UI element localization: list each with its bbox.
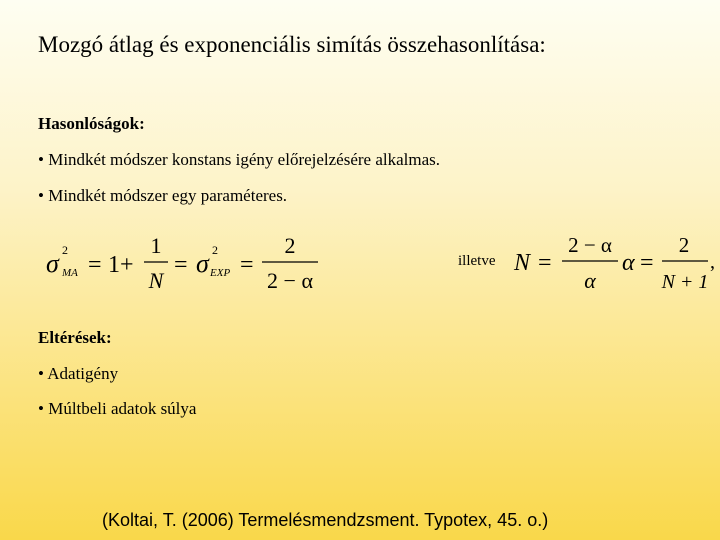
- bullet-symbol: •: [38, 186, 44, 205]
- difference-item-1-text: Adatigény: [47, 364, 119, 383]
- differences-heading: Eltérések:: [38, 328, 112, 347]
- sigma-exp-sup: 2: [212, 243, 218, 257]
- sigma-ma-sup: 2: [62, 243, 68, 257]
- bullet-symbol: •: [38, 150, 44, 169]
- frac1-den: N: [148, 268, 164, 293]
- frac2-den: 2 − α: [267, 268, 313, 293]
- frac1-num: 1: [150, 233, 162, 258]
- eq-b: =: [640, 250, 654, 276]
- frac2-num: 2: [284, 233, 296, 258]
- similarity-item-2: [38, 186, 287, 206]
- fracA-den: α: [584, 268, 596, 293]
- similarities-heading: Hasonlóságok:: [38, 114, 145, 133]
- difference-item-2-text: Múltbeli adatok súlya: [48, 399, 197, 418]
- difference-item-1: [38, 364, 118, 384]
- bullet-symbol: •: [38, 399, 44, 418]
- similarity-item-1: [38, 150, 440, 170]
- difference-item-2: [38, 399, 196, 419]
- comma: ,: [710, 251, 715, 273]
- similarity-item-2-text: Mindkét módszer egy paraméteres.: [48, 186, 288, 205]
- fracA-num: 2 − α: [568, 233, 612, 257]
- variance-formula: [40, 226, 330, 294]
- sigma-ma: σ: [46, 249, 59, 278]
- fracB-num: 2: [678, 233, 690, 257]
- bullet-symbol: •: [38, 364, 44, 383]
- slide-title: Mozgó átlag és exponenciális simítás összehasonlítása:: [38, 32, 546, 57]
- citation: (Koltai, T. (2006) Termelésmendzsment. Typotex, 45. o.): [102, 510, 549, 530]
- sigma-ma-sub: MA: [62, 267, 78, 279]
- connector-text: illetve: [458, 253, 496, 269]
- one-plus: 1+: [108, 252, 134, 278]
- eq-3: =: [240, 252, 254, 278]
- parameter-formula: [512, 226, 717, 294]
- eq-1: =: [88, 252, 102, 278]
- lhs-N: N: [514, 250, 531, 276]
- eq-a: =: [538, 250, 552, 276]
- eq-2: =: [174, 252, 188, 278]
- sigma-exp: σ: [196, 249, 209, 278]
- similarity-item-1-text: Mindkét módszer konstans igény előrejelzésére alkalmas.: [48, 150, 441, 169]
- sigma-exp-sub: EXP: [210, 267, 231, 279]
- alpha: α: [622, 250, 635, 276]
- fracB-den: N + 1: [661, 271, 709, 293]
